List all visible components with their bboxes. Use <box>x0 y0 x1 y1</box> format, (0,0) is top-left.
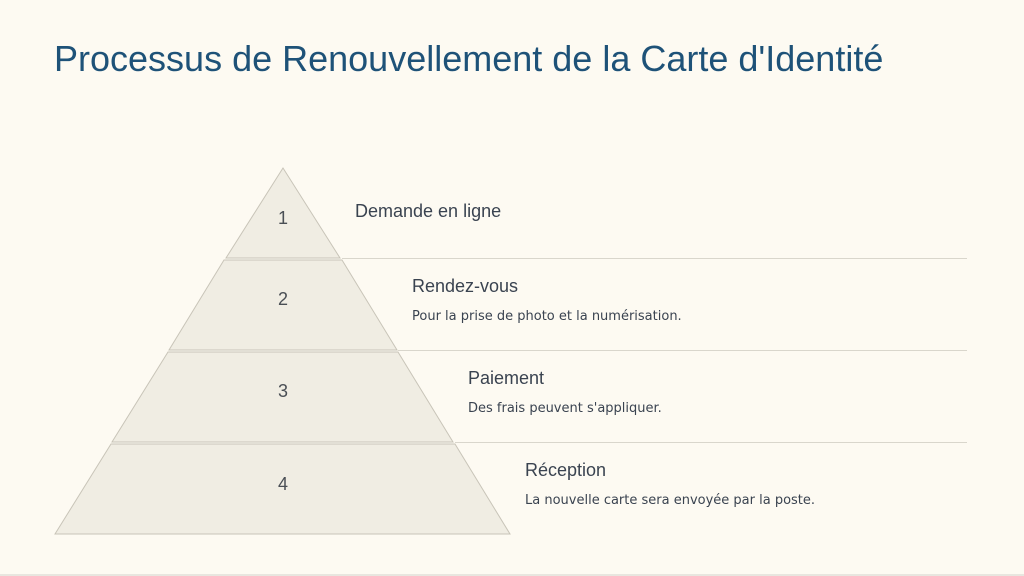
tier-number-2: 2 <box>277 289 289 309</box>
divider-3 <box>455 442 967 443</box>
step-2-description: Pour la prise de photo et la numérisation. <box>412 309 682 324</box>
divider-2 <box>398 350 967 351</box>
step-1-title: Demande en ligne <box>355 201 502 221</box>
tier-number-3: 3 <box>277 381 289 401</box>
step-4-description: La nouvelle carte sera envoyée par la poste. <box>525 493 816 508</box>
step-3-description: Des frais peuvent s'appliquer. <box>468 401 662 416</box>
tier-number-4: 4 <box>277 474 289 494</box>
step-3-title: Paiement <box>468 368 545 388</box>
tier-number-1: 1 <box>277 208 289 228</box>
page-title: Processus de Renouvellement de la Carte d'Identité <box>54 38 884 79</box>
divider-1 <box>342 258 967 259</box>
step-4-title: Réception <box>525 460 607 480</box>
step-2-title: Rendez-vous <box>412 276 519 296</box>
